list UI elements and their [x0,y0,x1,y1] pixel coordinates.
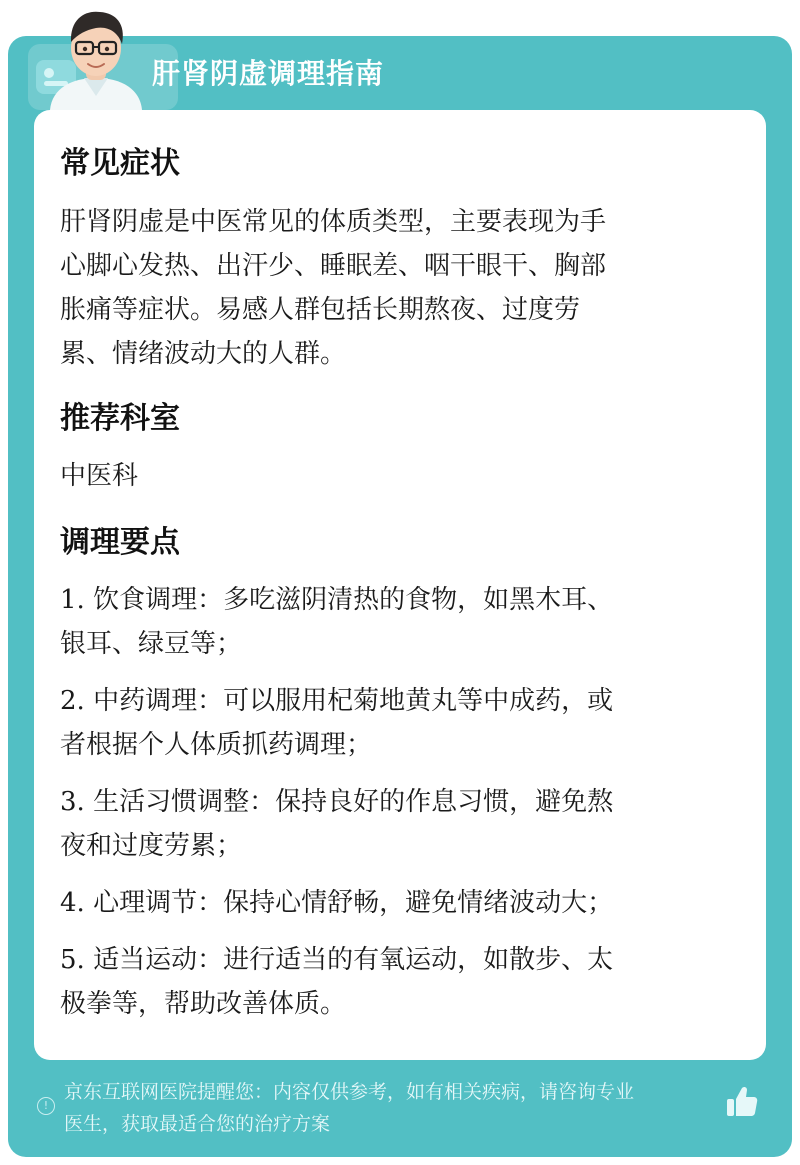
tip-line: 中药调理：可以服用杞菊地黄丸等中成药，或 [93,686,614,716]
tip-item [60,679,730,767]
tip-number: 5. [60,945,85,975]
section-title-tips: 调理要点 [60,525,180,560]
tip-line: 银耳、绿豆等； [60,629,243,659]
info-icon: ! [37,1097,55,1115]
symptoms-line: 心脚心发热、出汗少、睡眠差、咽干眼干、胸部 [60,251,607,281]
tip-item [60,780,730,868]
tip-line: 适当运动：进行适当的有氧运动，如散步、太 [93,945,614,975]
symptoms-text [60,200,730,376]
tip-item [60,578,730,666]
department-name: 中医科 [60,461,139,491]
doctor-avatar [44,4,148,110]
page-title: 肝肾阴虚调理指南 [152,57,385,90]
tip-item [60,881,730,925]
tip-line: 夜和过度劳累； [60,831,243,861]
tip-line: 生活习惯调整：保持良好的作息习惯，避免熬 [93,787,614,817]
section-title-symptoms: 常见症状 [60,146,180,181]
department-text [60,454,730,498]
disclaimer-line: 医生，获取最适合您的治疗方案 [64,1113,331,1135]
disclaimer-text [64,1076,728,1140]
tip-item [60,938,730,1026]
tip-number: 2. [60,686,85,716]
symptoms-line: 累、情绪波动大的人群。 [60,339,347,369]
tip-line: 饮食调理：多吃滋阴清热的食物，如黑木耳、 [93,585,614,615]
thumbs-up-icon[interactable] [724,1084,760,1120]
section-title-department: 推荐科室 [60,401,180,436]
tip-number: 3. [60,787,85,817]
tip-line: 者根据个人体质抓药调理； [60,730,373,760]
tip-number: 1. [60,585,85,615]
symptoms-line: 肝肾阴虚是中医常见的体质类型，主要表现为手 [60,207,607,237]
disclaimer-line: 京东互联网医院提醒您：内容仅供参考，如有相关疾病，请咨询专业 [64,1081,635,1103]
tip-line: 极拳等，帮助改善体质。 [60,989,347,1019]
symptoms-line: 胀痛等症状。易感人群包括长期熬夜、过度劳 [60,295,581,325]
tip-number: 4. [60,888,85,918]
tip-line: 心理调节：保持心情舒畅，避免情绪波动大； [93,888,614,918]
